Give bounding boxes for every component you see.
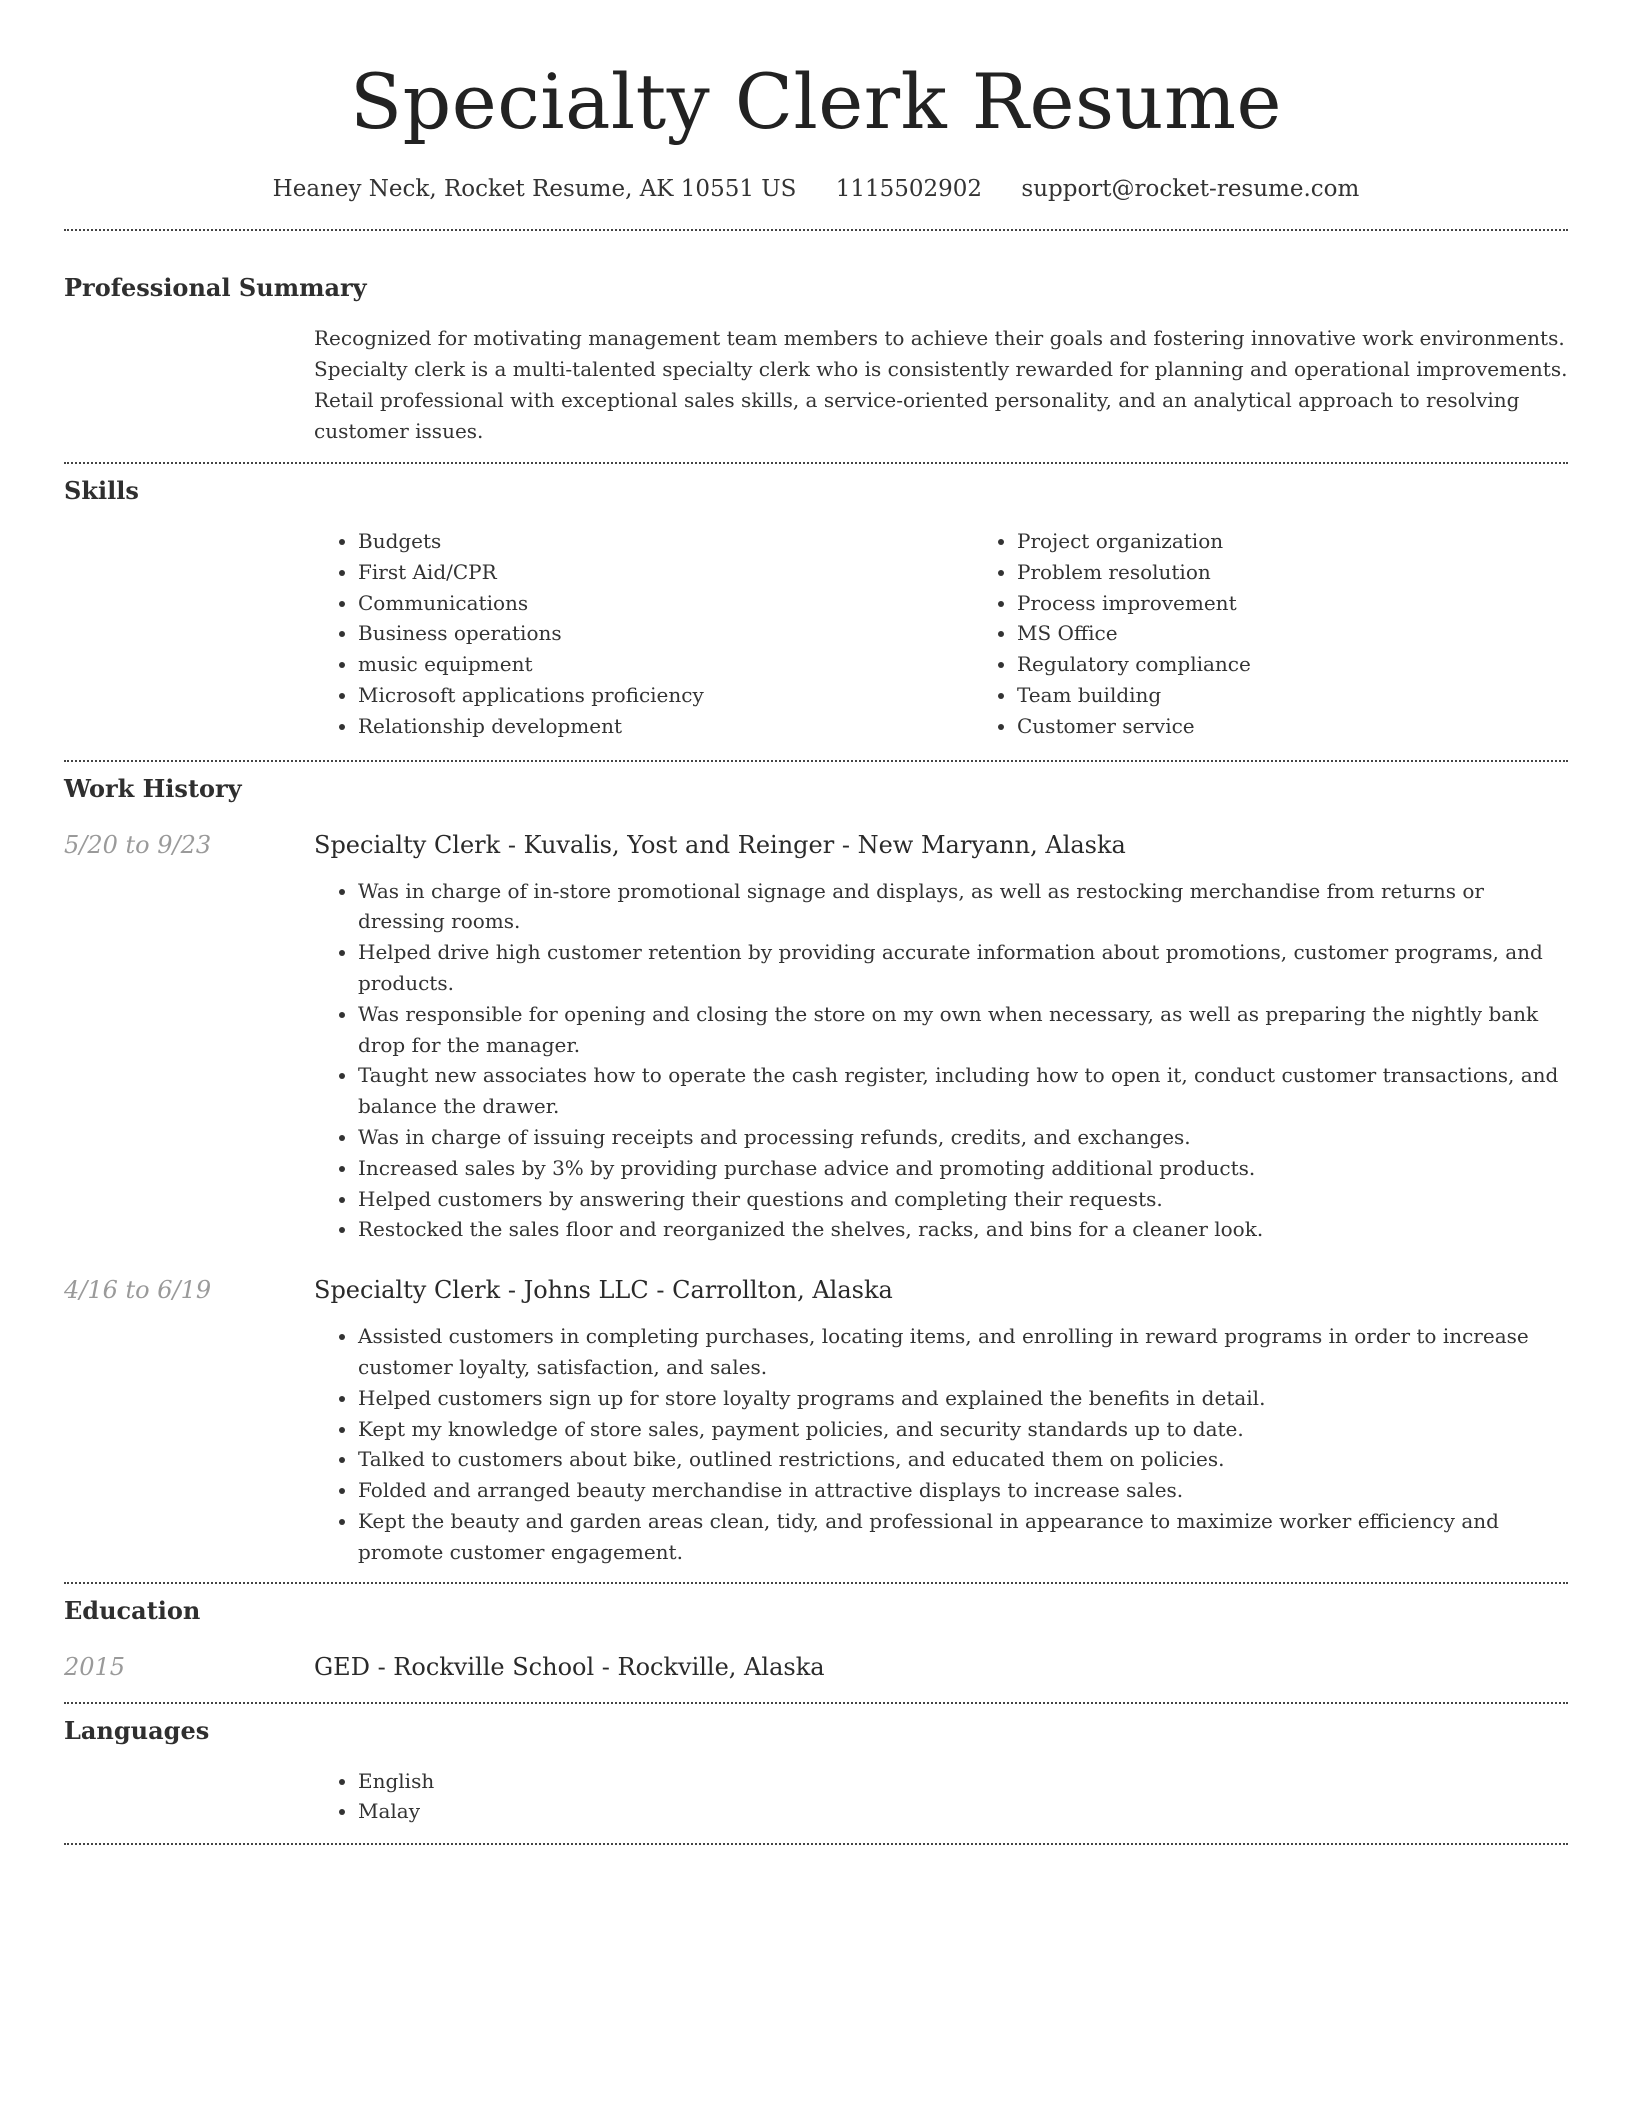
job-bullet: • Increased sales by 3% by providing purchase advice and promoting additional products. bbox=[358, 1153, 1568, 1184]
skill-item: • MS Office bbox=[1017, 618, 1632, 649]
divider bbox=[64, 1843, 1568, 1845]
divider bbox=[64, 1702, 1568, 1704]
job-bullet: • Folded and arranged beauty merchandise in attractive displays to increase sales. bbox=[358, 1475, 1568, 1506]
skill-item: • Process improvement bbox=[1017, 588, 1632, 619]
job-bullet: • Helped customers by answering their questions and completing their requests. bbox=[358, 1184, 1568, 1215]
divider bbox=[64, 1582, 1568, 1584]
job-dates: 4/16 to 6/19 bbox=[64, 1276, 212, 1305]
contact-phone: 1115502902 bbox=[835, 176, 983, 202]
job-entry bbox=[64, 1273, 1568, 1567]
language-item: • Malay bbox=[358, 1796, 1568, 1827]
skill-item: • Communications bbox=[358, 588, 973, 619]
divider bbox=[64, 760, 1568, 762]
job-bullet: • Helped drive high customer retention by providing accurate information about promotions, customer programs, and products. bbox=[358, 937, 1568, 999]
contact-line bbox=[64, 172, 1568, 206]
job-entry bbox=[64, 828, 1568, 1246]
education-year: 2015 bbox=[64, 1652, 126, 1681]
skills-section bbox=[64, 474, 1568, 742]
skill-item: • First Aid/CPR bbox=[358, 557, 973, 588]
job-bullet: • Kept the beauty and garden areas clean, tidy, and professional in appearance to maximize worker efficiency and promote customer engagement. bbox=[358, 1506, 1568, 1568]
section-heading-languages: Languages bbox=[64, 1715, 210, 1745]
skills-list-left bbox=[314, 526, 973, 742]
skill-item: • Team building bbox=[1017, 680, 1632, 711]
skill-item: • Customer service bbox=[1017, 711, 1632, 742]
skill-item: • Budgets bbox=[358, 526, 973, 557]
contact-email: support@rocket-resume.com bbox=[1021, 176, 1360, 202]
job-bullet: • Kept my knowledge of store sales, payment policies, and security standards up to date. bbox=[358, 1414, 1568, 1445]
skill-item: • Project organization bbox=[1017, 526, 1632, 557]
section-heading-work: Work History bbox=[64, 773, 242, 803]
job-title: Specialty Clerk - Kuvalis, Yost and Reinger - New Maryann, Alaska bbox=[314, 830, 1126, 859]
section-heading-education: Education bbox=[64, 1595, 201, 1625]
skill-item: • music equipment bbox=[358, 649, 973, 680]
summary-text: Recognized for motivating management team members to achieve their goals and fostering innovative work environments. Specialty clerk is a multi-talented specialty clerk who is consistently rewarded for planning and operational improvements. Retail professional with exceptional sales skills, a service-oriented personality, and an analytical approach to resolving customer issues. bbox=[314, 326, 1568, 443]
skills-list-right bbox=[973, 526, 1632, 742]
job-bullet: • Was in charge of in-store promotional signage and displays, as well as restocking merchandise from returns or dressing rooms. bbox=[358, 876, 1568, 938]
job-bullet: • Talked to customers about bike, outlined restrictions, and educated them on policies. bbox=[358, 1444, 1568, 1475]
job-bullet: • Was in charge of issuing receipts and processing refunds, credits, and exchanges. bbox=[358, 1122, 1568, 1153]
job-bullet: • Was responsible for opening and closing the store on my own when necessary, as well as preparing the nightly bank drop for the manager. bbox=[358, 999, 1568, 1061]
education-degree: GED - Rockville School - Rockville, Alaska bbox=[314, 1652, 825, 1681]
language-item: • English bbox=[358, 1766, 1568, 1797]
languages-list bbox=[314, 1766, 1568, 1828]
languages-section bbox=[64, 1714, 1568, 1828]
job-bullet: • Helped customers sign up for store loyalty programs and explained the benefits in detail. bbox=[358, 1383, 1568, 1414]
job-bullet: • Assisted customers in completing purchases, locating items, and enrolling in reward programs in order to increase customer loyalty, satisfaction, and sales. bbox=[358, 1321, 1568, 1383]
education-section bbox=[64, 1594, 1568, 1684]
job-bullets bbox=[314, 876, 1568, 1246]
job-dates: 5/20 to 9/23 bbox=[64, 830, 212, 859]
divider bbox=[64, 462, 1568, 464]
skill-item: • Business operations bbox=[358, 618, 973, 649]
summary-section bbox=[64, 271, 1568, 447]
skill-item: • Regulatory compliance bbox=[1017, 649, 1632, 680]
skill-item: • Relationship development bbox=[358, 711, 973, 742]
job-bullets bbox=[314, 1321, 1568, 1567]
resume-title: Specialty Clerk Resume bbox=[350, 57, 1282, 146]
job-bullet: • Restocked the sales floor and reorganized the shelves, racks, and bins for a cleaner look. bbox=[358, 1214, 1568, 1245]
job-bullet: • Taught new associates how to operate the cash register, including how to open it, conduct customer transactions, and balance the drawer. bbox=[358, 1060, 1568, 1122]
skill-item: • Problem resolution bbox=[1017, 557, 1632, 588]
divider bbox=[64, 229, 1568, 231]
section-heading-summary: Professional Summary bbox=[64, 273, 367, 302]
job-title: Specialty Clerk - Johns LLC - Carrollton, Alaska bbox=[314, 1276, 893, 1305]
contact-address: Heaney Neck, Rocket Resume, AK 10551 US bbox=[272, 176, 797, 202]
work-history-section bbox=[64, 772, 1568, 1568]
skill-item: • Microsoft applications proficiency bbox=[358, 680, 973, 711]
section-heading-skills: Skills bbox=[64, 476, 139, 505]
